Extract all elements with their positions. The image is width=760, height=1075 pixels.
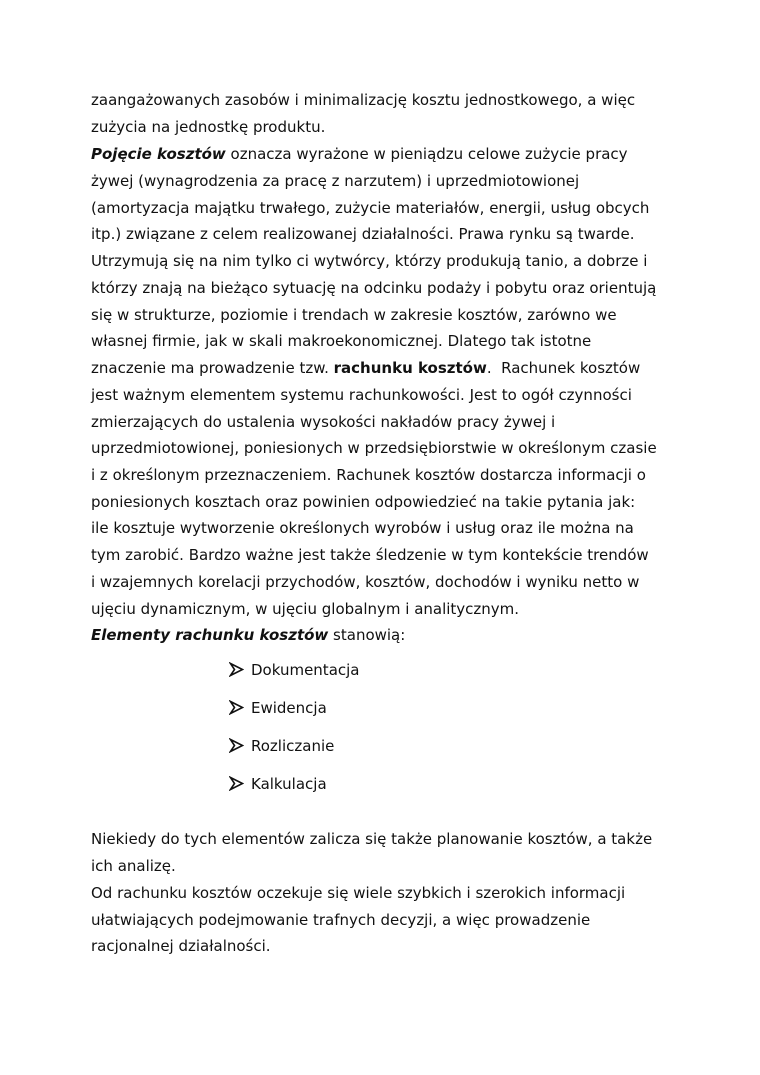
text-line: zmierzających do ustalenia wysokości nakładów pracy żywej i <box>91 413 556 431</box>
text-line: się w strukturze, poziomie i trendach w zakresie kosztów, zarówno we <box>91 306 617 324</box>
text-line: tym zarobić. Bardzo ważne jest także śledzenie w tym kontekście trendów <box>91 546 649 564</box>
text-line: Od rachunku kosztów oczekuje się wiele szybkich i szerokich informacji <box>91 884 626 902</box>
arrowhead-bullet-icon <box>229 776 251 791</box>
text-span: oznacza wyrażone w pieniądzu celowe zużycie pracy <box>225 145 628 163</box>
text-line: ułatwiających podejmowanie trafnych decyzji, a więc prowadzenie <box>91 911 591 929</box>
text-line: ich analizę. <box>91 857 176 875</box>
arrowhead-bullet-icon <box>229 700 251 715</box>
list-item-label: Ewidencja <box>251 698 327 717</box>
text-line: Utrzymują się na nim tylko ci wytwórcy, którzy produkują tanio, a dobrze i <box>91 252 648 270</box>
list-item-label: Dokumentacja <box>251 660 360 679</box>
text-line <box>91 622 405 649</box>
list-item-label: Rozliczanie <box>251 736 335 755</box>
text-line: żywej (wynagrodzenia za pracę z narzutem) i uprzedmiotowionej <box>91 172 580 190</box>
text-span: znaczenie ma prowadzenie tzw. <box>91 359 334 377</box>
list-item <box>229 771 327 795</box>
text-line: którzy znają na bieżąco sytuację na odcinku podaży i pobytu oraz orientują <box>91 279 657 297</box>
text-line: zużycia na jednostkę produktu. <box>91 118 326 136</box>
text-line: poniesionych kosztach oraz powinien odpowiedzieć na takie pytania jak: <box>91 493 636 511</box>
text-line: i wzajemnych korelacji przychodów, kosztów, dochodów i wyniku netto w <box>91 573 640 591</box>
text-line: jest ważnym elementem systemu rachunkowości. Jest to ogół czynności <box>91 386 632 404</box>
arrowhead-bullet-icon <box>229 662 251 677</box>
text-line: własnej firmie, jak w skali makroekonomicznej. Dlatego tak istotne <box>91 332 592 350</box>
text-line <box>91 355 640 382</box>
text-line: Niekiedy do tych elementów zalicza się także planowanie kosztów, a także <box>91 830 653 848</box>
text-line: ile kosztuje wytworzenie określonych wyrobów i usług oraz ile można na <box>91 519 634 537</box>
term-pojecie-kosztow: Pojęcie kosztów <box>91 145 226 163</box>
text-span: stanowią: <box>328 626 406 644</box>
list-item <box>229 657 360 681</box>
text-line: uprzedmiotowionej, poniesionych w przedsiębiorstwie w określonym czasie <box>91 439 657 457</box>
list-item <box>229 695 327 719</box>
list-item <box>229 733 334 757</box>
text-line: ujęciu dynamicznym, w ujęciu globalnym i analitycznym. <box>91 600 520 618</box>
list-item-label: Kalkulacja <box>251 774 327 793</box>
text-line <box>91 141 628 168</box>
text-span: . Rachunek kosztów <box>486 359 641 377</box>
term-rachunku-kosztow: rachunku kosztów <box>333 359 487 377</box>
text-line: racjonalnej działalności. <box>91 937 271 955</box>
text-line: itp.) związane z celem realizowanej działalności. Prawa rynku są twarde. <box>91 225 635 243</box>
text-line: zaangażowanych zasobów i minimalizację kosztu jednostkowego, a więc <box>91 91 636 109</box>
text-line: i z określonym przeznaczeniem. Rachunek kosztów dostarcza informacji o <box>91 466 646 484</box>
arrowhead-bullet-icon <box>229 738 251 753</box>
term-elementy-rachunku-kosztow: Elementy rachunku kosztów <box>91 626 329 644</box>
text-line: (amortyzacja majątku trwałego, zużycie materiałów, energii, usług obcych <box>91 199 650 217</box>
